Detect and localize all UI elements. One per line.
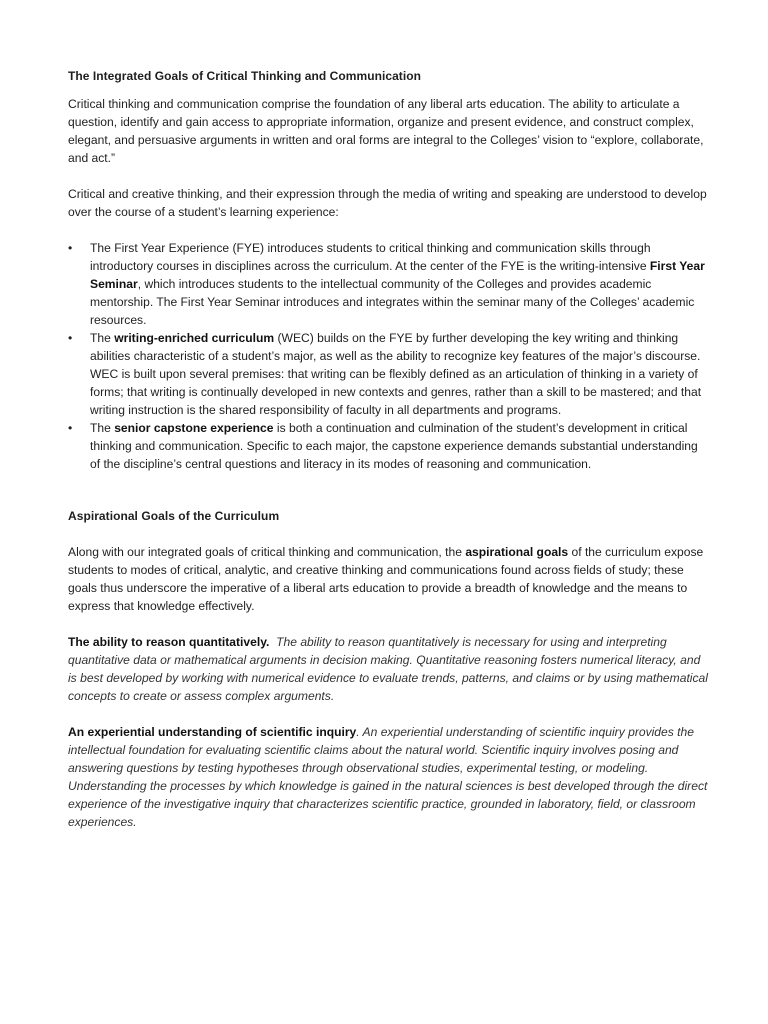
section-heading-aspirational-goals: Aspirational Goals of the Curriculum: [68, 509, 280, 523]
section-heading-integrated-goals: The Integrated Goals of Critical Thinking and Communication: [68, 69, 421, 83]
paragraph-aspirational-intro: [68, 543, 708, 615]
list-item-text: The: [90, 331, 115, 345]
paragraph-development: Critical and creative thinking, and their expression through the media of writing and speaking are understood to develop over the course of a student’s learning experience:: [68, 187, 707, 219]
spacer: [68, 615, 708, 633]
list-item-text: is both a continuation and culmination of the student’s development in critical thinking and communication. Specific to each major, the capstone experience demands substantial understanding of the discipline’s central questions and literacy in its modes of reasoning and communication.: [90, 421, 698, 471]
spacer: [68, 525, 708, 543]
bullet-marker: •: [68, 331, 73, 345]
list-item-text: , which introduces students to the intellectual community of the Colleges and provides academic mentorship. The First Year Seminar introduces and integrates within the seminar many of the Colleges’ academic resources.: [90, 277, 695, 327]
list-item-wec: [68, 329, 708, 419]
spacer: [68, 473, 708, 507]
bullet-marker: •: [68, 241, 73, 255]
intro-text: of the curriculum expose students to modes of critical, analytic, and creative thinking and communications found across fields of study; these goals thus underscore the imperative of a liberal arts education to provide a breadth of knowledge and the means to express that knowledge effectively.: [68, 545, 704, 613]
spacer: [68, 85, 708, 95]
goal-title: The ability to reason quantitatively.: [68, 635, 270, 649]
spacer: [68, 221, 708, 239]
list-item-bold-term: writing-enriched curriculum: [114, 331, 275, 345]
list-item-text: The: [90, 421, 115, 435]
spacer: [68, 705, 708, 723]
list-item-bold-term: First Year Seminar: [90, 259, 705, 291]
list-item-bold-term: senior capstone experience: [114, 421, 274, 435]
learning-experience-list: [68, 239, 708, 473]
goal-title: An experiential understanding of scientific inquiry: [68, 725, 357, 739]
intro-bold-term: aspirational goals: [465, 545, 569, 559]
bullet-marker: •: [68, 421, 73, 435]
list-item-capstone: [68, 419, 708, 473]
list-item-text: The First Year Experience (FYE) introduces students to critical thinking and communication skills through introductory courses in disciplines across the curriculum. At the center of the FYE is the writing-intensive: [90, 241, 651, 273]
intro-text: Along with our integrated goals of critical thinking and communication, the: [68, 545, 466, 559]
goal-description: . An experiential understanding of scientific inquiry provides the intellectual foundation for evaluating scientific claims about the natural world. Scientific inquiry involves posing and answering questions by testing hypotheses through observational studies, experimental testing, or modeling. Understanding the processes by which knowledge is gained in the natural sciences is best developed through the direct experience of the investigative inquiry that characterizes scientific practice, grounded in laboratory, field, or classroom experiences.: [68, 725, 708, 829]
list-item-text: (WEC) builds on the FYE by further developing the key writing and thinking abilities characteristic of a student’s major, as well as the ability to recognize key features of the major’s discourse. WEC is built upon several premises: that writing can be flexibly defined as an articulation of thinking in a variety of forms; that writing is continually developed in new contexts and genres, rather than a skill to be mastered; and that writing instruction is the shared responsibility of faculty in all departments and programs.: [90, 331, 702, 417]
list-item-fye: [68, 239, 708, 329]
goal-description: The ability to reason quantitatively is necessary for using and interpreting quantitative data or mathematical arguments in decision making. Quantitative reasoning fosters numerical literacy, and is best developed by working with numerical evidence to evaluate trends, patterns, and claims or by using mathematical concepts to create or assess complex arguments.: [68, 635, 708, 703]
spacer: [68, 167, 708, 185]
goal-quantitative: [68, 633, 708, 705]
paragraph-foundation: Critical thinking and communication comprise the foundation of any liberal arts education. The ability to articulate a question, identify and gain access to appropriate information, organize and present evidence, and construct complex, elegant, and persuasive arguments in written and oral forms are integral to the Colleges’ vision to “explore, collaborate, and act.”: [68, 97, 704, 165]
goal-scientific-inquiry: [68, 723, 708, 831]
